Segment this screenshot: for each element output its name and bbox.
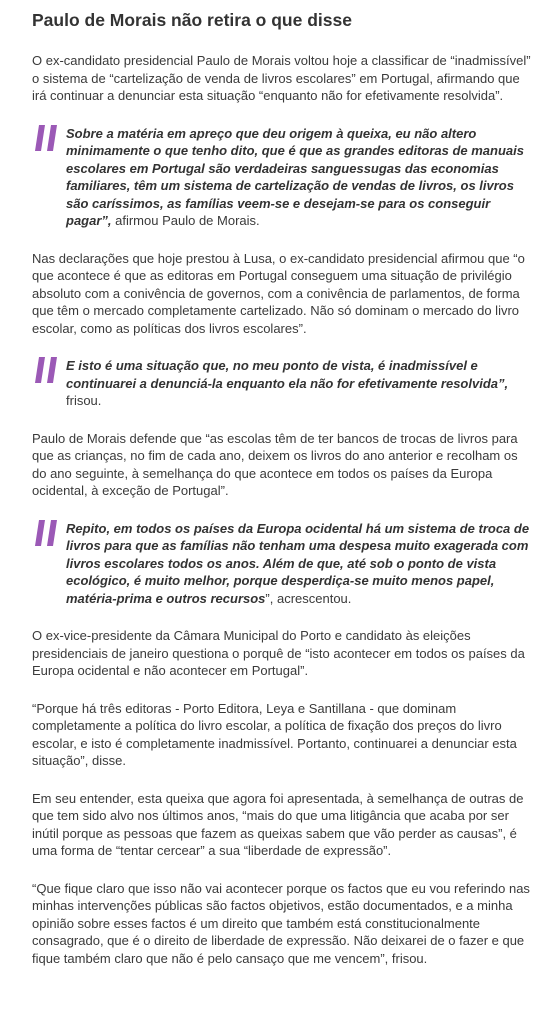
paragraph-4: O ex-vice-presidente da Câmara Municipal do Porto e candidato às eleições presidenciais de janeiro questiona o porquê de “isto acontecer em todos os países da Europa ocidental e não acontecer em Portugal”. — [32, 628, 525, 678]
quote-1-attribution: afirmou Paulo de Morais. — [111, 213, 260, 228]
blockquote-2 — [32, 357, 531, 410]
blockquote-3 — [32, 520, 531, 608]
quote-mark-icon — [34, 516, 60, 550]
paragraph-3: Paulo de Morais defende que “as escolas têm de ter bancos de trocas de livros para que as crianças, no fim de cada ano, deixem os livros do ano anterior e recolham os do ano seguinte, à semelhança do que acontece em todos os países da Europa ocidental, à exceção de Portugal”. — [32, 430, 518, 498]
quote-mark-icon — [34, 353, 60, 387]
quote-1-text: Sobre a matéria em apreço que deu origem à queixa, eu não altero minimamente o que tenho dito, que é que as grandes editoras de manuais escolares em Portugal são verdadeiras sanguessugas das economias familiares, têm um sistema de cartelização de vendas de livros, os livros são caríssimos, as famílias veem-se e desejam-se para os conseguir pagar”, — [66, 125, 524, 228]
quote-3-attribution: ”, acrescentou. — [265, 590, 352, 606]
paragraph-1: O ex-candidato presidencial Paulo de Morais voltou hoje a classificar de “inadmissível” o sistema de “cartelização de venda de livros escolares” em Portugal, afirmando que irá continuar a denunciar esta situação “enquanto não for efetivamente resolvida”. — [32, 53, 531, 103]
paragraph-7: “Que fique claro que isso não vai acontecer porque os factos que eu vou referindo nas minhas intervenções públicas são factos objetivos, estão documentados, e a minha opinião sobre esses factos é um direito que também está constitucionalmente consagrado, que é o direito de liberdade de expressão. Não deixarei de o fazer e que fique também claro que não é pelo cansaço que me vencem”, frisou. — [32, 880, 530, 966]
blockquote-1 — [32, 125, 531, 230]
quote-mark-icon — [34, 121, 60, 155]
quote-2-text: E isto é uma situação que, no meu ponto de vista, é inadmissível e continuarei a denunciá-la enquanto ela não for efetivamente resolvida”, — [66, 358, 509, 391]
quote-2-attribution: frisou. — [66, 393, 102, 408]
quote-3-text: Repito, em todos os países da Europa ocidental há um sistema de troca de livros para que as famílias não tenham uma despesa muito exagerada com livros escolares todos os anos. Além de que, até sob o ponto de vista ecológico, é muito melhor, porque desperdiça-se muito menos papel, matéria-prima e outros recursos — [66, 520, 530, 606]
paragraph-5: “Porque há três editoras - Porto Editora, Leya e Santillana - que dominam completamente a política do livro escolar, a política de fixação dos preços do livro escolar, e isto é completamente inadmissível. Portanto, continuarei a denunciar esta situação”, disse. — [32, 700, 517, 768]
article-title: Paulo de Morais não retira o que disse — [32, 10, 352, 30]
paragraph-2: Nas declarações que hoje prestou à Lusa, o ex-candidato presidencial afirmou que “o que acontece é que as editoras em Portugal conseguem uma situação de privilégio absoluto com a conivência de governos, com a conivência de parlamentos, de forma que têm o mercado completamente cartelizado. Não só dominam o mercado do livro escolar, como as políticas dos livros escolares”. — [32, 250, 525, 336]
paragraph-6: Em seu entender, esta queixa que agora foi apresentada, à semelhança de outras de que tem sido alvo nos últimos anos, “mais do que uma litigância que acaba por ser inútil porque as pessoas que fazem as queixas sabem que vão perder as causas”, é uma forma de “tentar cercear” a sua “liberdade de expressão”. — [32, 790, 524, 858]
